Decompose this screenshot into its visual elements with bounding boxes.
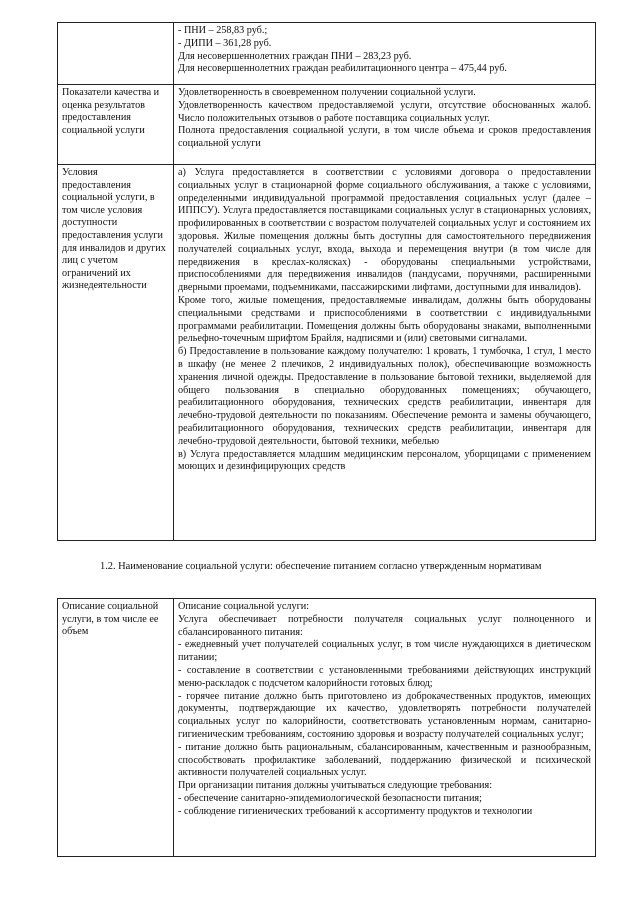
row-label-description: Описание социальной услуги, в том числе ее объем (58, 599, 174, 857)
quality-paragraph: Удовлетворенность качеством предоставляемой услуги, отсутствие обоснованных жалоб. Число положительных отзывов о работе поставщика социальных услуг. (178, 99, 591, 124)
description-line: Услуга обеспечивает потребности получателя социальных услуг полноценного и сбалансированного питания: (178, 613, 591, 638)
description-line: - питание должно быть рациональным, сбалансированным, качественным и разнообразным, способствовать профилактике заболеваний, поддержанию физической и психической активности получателей социальных услуг. (178, 741, 591, 779)
services-table-part1 (57, 22, 596, 541)
description-line: - ежедневный учет получателей социальных услуг, в том числе нуждающихся в диетическом питании; (178, 639, 591, 664)
price-line: Для несовершеннолетних граждан реабилитационного центра – 475,44 руб. (178, 63, 507, 75)
conditions-paragraph: б) Предоставление в пользование каждому получателю: 1 кровать, 1 тумбочка, 1 стул, 1 место в шкафу (не менее 2 плечиков, 2 индивидуальных полок), обеспечивающие возможность хранения личной одежды. Предоставление в пользование бытовой техники, выделяемой для общего пользования в специально оборудованных помещениях; обучающего, реабилитационного оборудования, технических средств реабилитации, инвентаря для лечебно-трудовой деятельности по показаниям. Обеспечение ремонта и замены обучающего, реабилитационного оборудования, технических средств реабилитации, инвентаря для лечебно-трудовой деятельности, бытовой техники, мебелью (178, 346, 591, 447)
quality-paragraph: Полнота предоставления социальной услуги, в том числе объема и сроков предоставления социальной услуги (178, 125, 591, 150)
conditions-paragraph: Кроме того, жилые помещения, предоставляемые инвалидам, должны быть оборудованы специальными средствами и приспособлениями в соответствии с индивидуальными программами реабилитации. Помещения должны быть оборудованы знаками, выполненными рельефно-точечным шрифтом Брайля, надписями и (или) световыми сигналами. (178, 294, 591, 345)
description-line: При организации питания должны учитываться следующие требования: (178, 780, 493, 792)
table-row (58, 599, 596, 857)
section-heading: 1.2. Наименование социальной услуги: обеспечение питанием согласно утвержденным нормативам (100, 561, 542, 572)
description-line: Описание социальной услуги: (178, 601, 310, 612)
price-line: Для несовершеннолетних граждан ПНИ – 283,23 руб. (178, 50, 412, 62)
price-cell (174, 23, 596, 85)
quality-paragraph: Удовлетворенность в своевременном получении социальной услуги. (178, 87, 476, 98)
description-line: - горячее питание должно быть приготовлено из доброкачественных продуктов, имеющих документы, подтверждающие их качество, удовлетворять потребности получателей социальных услуг по калорийности, соответствовать установленным нормам, санитарно-гигиеническим требованиям, состоянию здоровья и возрасту получателей социальных услуг; (178, 690, 591, 740)
description-line: - составление в соответствии с установленными требованиями действующих инструкций меню-раскладок с подсчетом калорийности готовых блюд; (178, 664, 591, 689)
quality-cell (174, 85, 596, 165)
description-cell (174, 599, 596, 857)
conditions-paragraph: в) Услуга предоставляется младшим медицинским персоналом, уборщицами с применением моющих и дезинфицирующих средств (178, 448, 591, 473)
row-label-conditions: Условия предоставления социальной услуги, в том числе условия доступности предоставления услуги для инвалидов и других лиц с учетом ограничений их жизнедеятельности (58, 165, 174, 541)
conditions-cell (174, 165, 596, 541)
table-row (58, 165, 596, 541)
conditions-paragraph: а) Услуга предоставляется в соответствии с условиями договора о предоставлении социальных услуг в стационарной форме социального обслуживания, а также с условиями, определенными индивидуальной программой предоставления социальных услуг (далее – ИППСУ). Услуга предоставляется поставщиками социальных услуг в стационарных условиях, профилированных в соответствии с возрастом получателей социальных услуг и состоянием их здоровья. Жилые помещения должны быть доступны для самостоятельного передвижения получателей социальных услуг, входа, выхода и перемещения внутри (в том числе для передвижения в креслах-колясках) - оборудованы специальными устройствами, приспособлениями для передвижения инвалидов (пандусами, поручнями, расширенными дверными проемами, подъемниками, пассажирскими лифтами, доступными для инвалидов). (178, 167, 591, 294)
price-line: - ПНИ – 258,83 руб.; (178, 25, 268, 36)
description-line: - обеспечение санитарно-эпидемиологической безопасности питания; (178, 792, 482, 804)
table-row (58, 85, 596, 165)
description-line: - соблюдение гигиенических требований к ассортименту продуктов и технологии (178, 805, 533, 817)
price-line: - ДИПИ – 361,28 руб. (178, 37, 272, 49)
services-table-part2 (57, 598, 596, 857)
empty-label-cell (58, 23, 174, 85)
table-row (58, 23, 596, 85)
row-label-quality: Показатели качества и оценка результатов предоставления социальной услуги (58, 85, 174, 165)
